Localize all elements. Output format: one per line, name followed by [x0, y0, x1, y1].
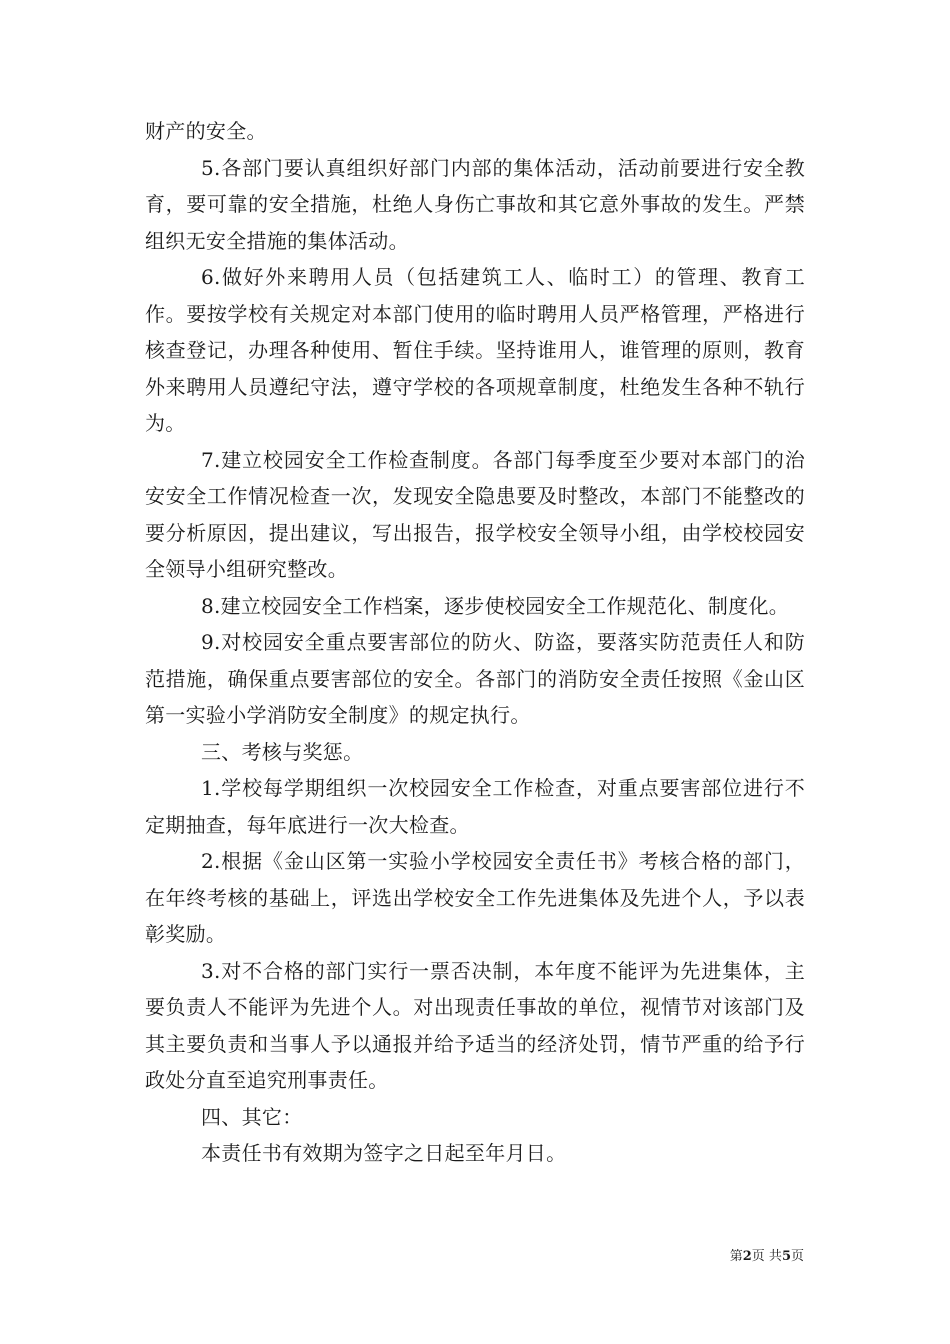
paragraph-item-9: 9.对校园安全重点要害部位的防火、防盗，要落实防范责任人和防范措施，确保重点要害部位的安全。各部门的消防安全责任按照《金山区第一实验小学消防安全制度》的规定执行。 [145, 630, 805, 727]
footer-prefix: 第 [729, 1249, 743, 1264]
paragraph-validity: 本责任书有效期为签字之日起至年月日。 [201, 1141, 567, 1165]
footer-total-pages: 5 [781, 1249, 791, 1264]
paragraph-item-6: 6.做好外来聘用人员（包括建筑工人、临时工）的管理、教育工作。要按学校有关规定对本部门使用的临时聘用人员严格管理，严格进行核查登记，办理各种使用、暂住手续。坚持谁用人，谁管理的原则，教育外来聘用人员遵纪守法，遵守学校的各项规章制度，杜绝发生各种不轨行为。 [145, 265, 805, 435]
page-footer [730, 1249, 804, 1265]
document-body [145, 113, 805, 1172]
paragraph-section3-item-1: 1.学校每学期组织一次校园安全工作检查，对重点要害部位进行不定期抽查，每年底进行一次大检查。 [145, 776, 805, 837]
section-heading-3: 三、考核与奖惩。 [201, 739, 364, 764]
footer-suffix: 页 [790, 1249, 804, 1264]
footer-middle: 页 共 [751, 1249, 782, 1264]
paragraph-item-8: 8.建立校园安全工作档案，逐步使校园安全工作规范化、制度化。 [201, 593, 790, 618]
paragraph-continuation: 财产的安全。 [145, 119, 267, 143]
paragraph-section3-item-3: 3.对不合格的部门实行一票否决制，本年度不能评为先进集体，主要负责人不能评为先进个人。对出现责任事故的单位，视情节对该部门及其主要负责和当事人予以通报并给予适当的经济处罚，情节严重的给予行政处分直至追究刑事责任。 [145, 958, 805, 1092]
footer-current-page: 2 [742, 1249, 752, 1264]
paragraph-item-5: 5.各部门要认真组织好部门内部的集体活动，活动前要进行安全教育，要可靠的安全措施，杜绝人身伤亡事故和其它意外事故的发生。严禁组织无安全措施的集体活动。 [145, 155, 805, 253]
paragraph-section3-item-2: 2.根据《金山区第一实验小学校园安全责任书》考核合格的部门，在年终考核的基础上，评选出学校安全工作先进集体及先进个人，予以表彰奖励。 [145, 849, 805, 946]
section-heading-4: 四、其它： [201, 1104, 303, 1129]
paragraph-item-7: 7.建立校园安全工作检查制度。各部门每季度至少要对本部门的治安安全工作情况检查一次，发现安全隐患要及时整改，本部门不能整改的要分析原因，提出建议，写出报告，报学校安全领导小组，由学校校园安全领导小组研究整改。 [145, 447, 805, 581]
